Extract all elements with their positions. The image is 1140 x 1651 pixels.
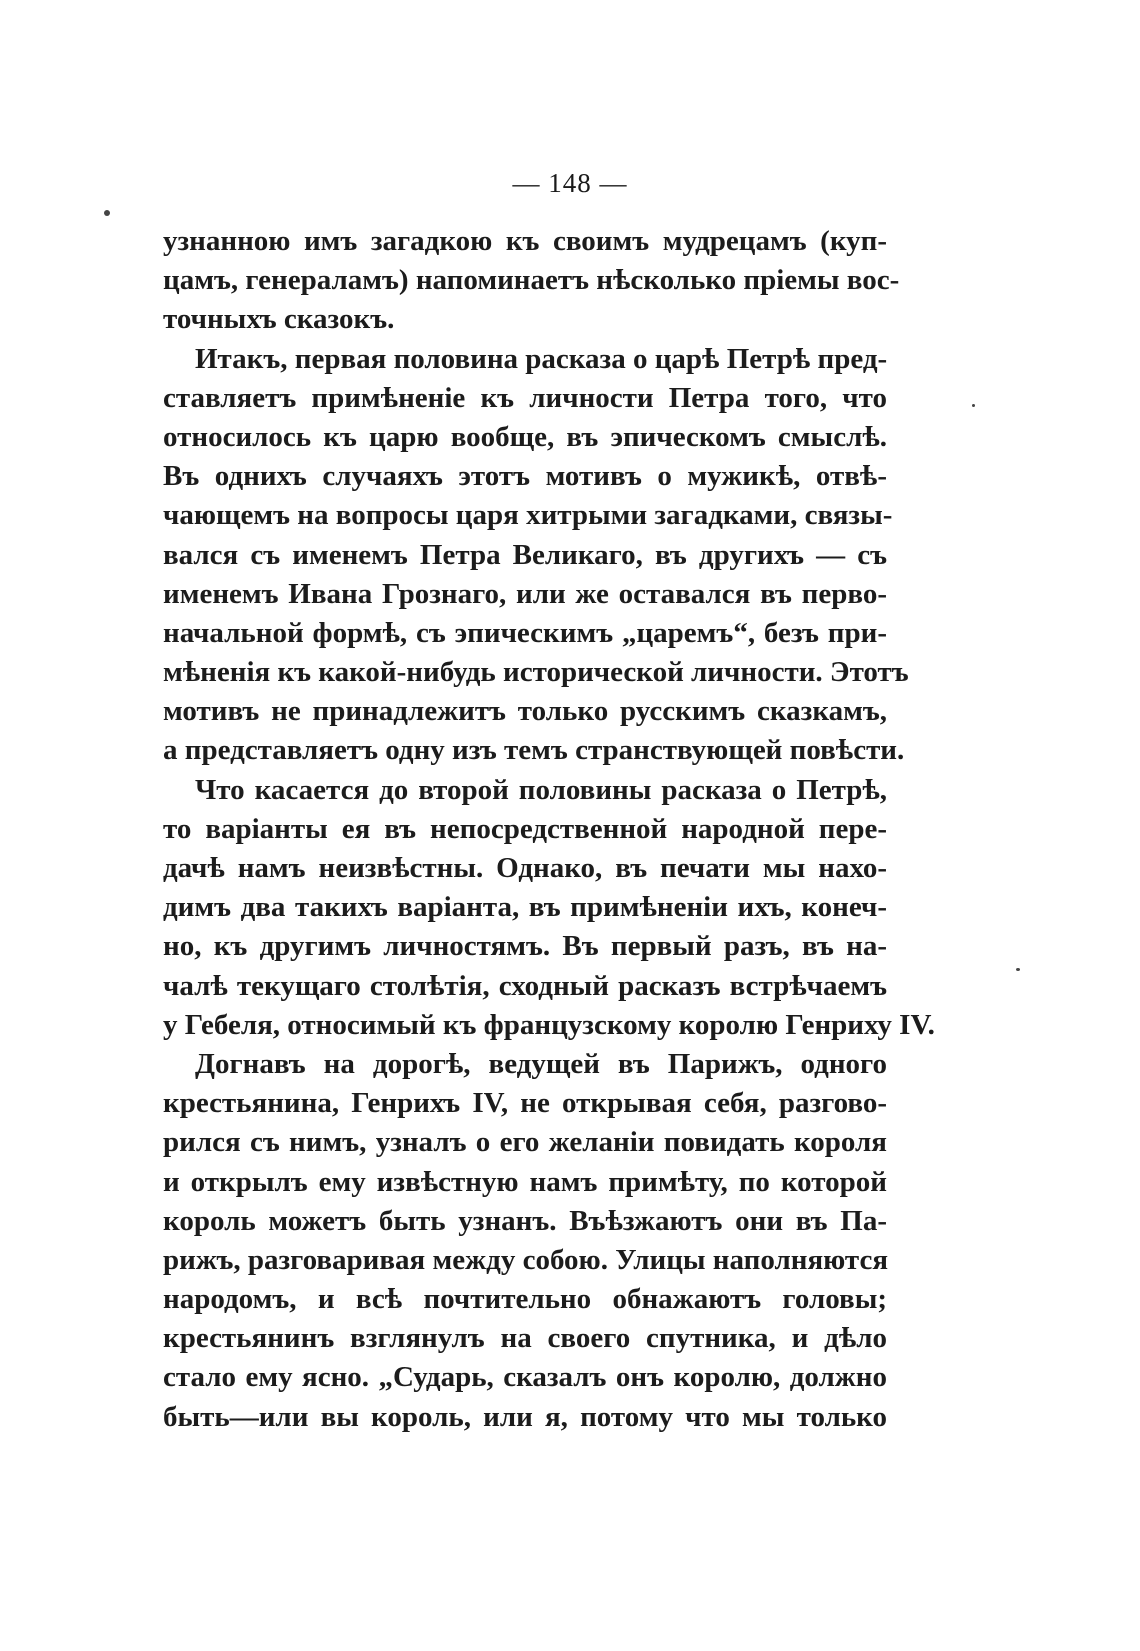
text-line: ставляетъ примѣненіе къ личности Петра того, что (163, 381, 887, 414)
text-line: но, къ другимъ личностямъ. Въ первый разъ, въ на- (163, 930, 887, 963)
text-line: народомъ, и всѣ почтительно обнажаютъ головы; (163, 1283, 887, 1316)
text-line: у Гебеля, относимый къ французскому королю Генриху IV. (163, 1008, 935, 1041)
text-line: Итакъ, первая половина расказа о царѣ Петрѣ пред- (195, 342, 888, 375)
text-line: дачѣ намъ неизвѣстны. Однако, въ печати мы нахо- (163, 852, 887, 884)
text-line: Что касается до второй половины расказа о Петрѣ, (195, 773, 887, 806)
text-line: стало ему ясно. „Сударь, сказалъ онъ королю, должно (163, 1361, 887, 1394)
text-line: крестьянинъ взглянулъ на своего спутника, и дѣло (163, 1322, 887, 1355)
ink-speck (1016, 968, 1020, 971)
text-line: цамъ, генераламъ) напоминаетъ нѣсколько пріемы вос- (163, 264, 900, 297)
text-line: относилось къ царю вообще, въ эпическомъ смыслѣ. (163, 420, 887, 453)
text-line: точныхъ сказокъ. (163, 303, 395, 336)
text-line: мѣненія къ какой-нибудь исторической личности. Этотъ (163, 656, 909, 689)
text-line: мотивъ не принадлежитъ только русскимъ сказкамъ, (163, 695, 887, 728)
ink-speck (972, 404, 975, 407)
text-line: а представляетъ одну изъ темъ странствующей повѣсти. (163, 734, 905, 767)
text-line: начальной формѣ, съ эпическимъ „царемъ“, безъ при- (163, 616, 887, 649)
text-line: Въ однихъ случаяхъ этотъ мотивъ о мужикѣ, отвѣ- (163, 460, 887, 493)
text-line: именемъ Ивана Грознаго, или же оставался въ перво- (163, 577, 887, 610)
text-line: узнанною имъ загадкою къ своимъ мудрецамъ (куп- (163, 225, 887, 257)
text-line: то варіанты ея въ непосредственной народной пере- (163, 812, 887, 845)
text-line: димъ два такихъ варіанта, въ примѣненіи ихъ, конеч- (163, 891, 887, 924)
text-line: чалѣ текущаго столѣтія, сходный расказъ встрѣчаемъ (163, 969, 887, 1002)
text-line: рижъ, разговаривая между собою. Улицы наполняются (163, 1243, 889, 1276)
page-number: — 148 — (512, 168, 628, 198)
text-line: чающемъ на вопросы царя хитрыми загадками, связы- (163, 499, 893, 532)
text-line: Догнавъ на дорогѣ, ведущей въ Парижъ, одного (195, 1047, 887, 1080)
body-text (163, 222, 935, 1437)
text-line: король можетъ быть узнанъ. Въѣзжаютъ они въ Па- (163, 1204, 887, 1237)
text-line: и открылъ ему извѣстную намъ примѣту, по которой (163, 1165, 887, 1198)
text-line: вался съ именемъ Петра Великаго, въ другихъ — съ (163, 538, 887, 571)
text-line: рился съ нимъ, узналъ о его желаніи повидать короля (163, 1126, 887, 1159)
text-line: крестьянина, Генрихъ IV, не открывая себя, разгово- (163, 1087, 887, 1120)
ink-speck (104, 210, 110, 216)
text-line: быть—или вы король, или я, потому что мы только (163, 1400, 887, 1433)
